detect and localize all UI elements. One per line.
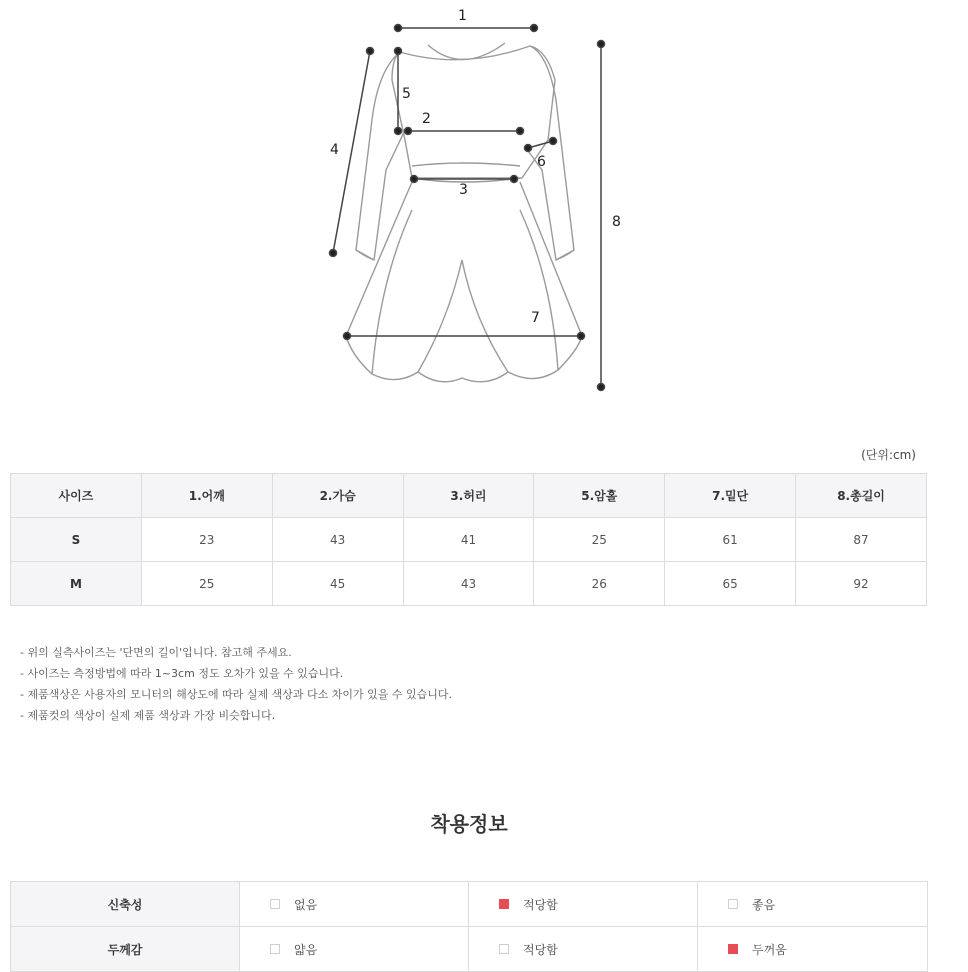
size-table-header-row (11, 474, 927, 518)
label-5: 5 (402, 86, 411, 102)
size-notes (20, 642, 452, 726)
wear-option: 좋음 (698, 882, 928, 927)
header-hem: 7.밑단 (665, 474, 796, 518)
size-cell: M (11, 562, 142, 606)
dress-outline (346, 43, 582, 382)
checkbox-icon (270, 944, 280, 954)
note-item: - 제품컷의 색상이 실제 제품 색상과 가장 비슷합니다. (20, 709, 276, 722)
header-total-length: 8.총길이 (796, 474, 927, 518)
label-1: 1 (458, 8, 467, 24)
size-cell: S (11, 518, 142, 562)
value-cell: 61 (665, 518, 796, 562)
label-8: 8 (612, 214, 621, 230)
label-3: 3 (459, 182, 468, 198)
value-cell: 23 (141, 518, 272, 562)
value-cell: 43 (403, 562, 534, 606)
header-armhole: 5.암홀 (534, 474, 665, 518)
checkbox-icon (270, 899, 280, 909)
value-cell: 65 (665, 562, 796, 606)
value-cell: 25 (534, 518, 665, 562)
header-chest: 2.가슴 (272, 474, 403, 518)
checkbox-icon (728, 944, 738, 954)
size-table (10, 473, 927, 606)
checkbox-icon (728, 899, 738, 909)
wear-info-table (10, 881, 928, 972)
checkbox-icon (499, 944, 509, 954)
table-row (11, 562, 927, 606)
wear-row-label: 신축성 (11, 882, 240, 927)
label-2: 2 (422, 111, 431, 127)
wear-option: 적당함 (469, 882, 698, 927)
label-4: 4 (330, 142, 339, 158)
note-item: - 위의 실측사이즈는 '단면의 길이'입니다. 참고해 주세요. (20, 646, 292, 659)
value-cell: 45 (272, 562, 403, 606)
value-cell: 92 (796, 562, 927, 606)
wear-option: 없음 (240, 882, 469, 927)
header-size: 사이즈 (11, 474, 142, 518)
header-waist: 3.허리 (403, 474, 534, 518)
wear-info-title: 착용정보 (430, 812, 508, 836)
value-cell: 41 (403, 518, 534, 562)
unit-note: (단위:cm) (861, 448, 916, 462)
note-item: - 제품색상은 사용자의 모니터의 해상도에 따라 실제 색상과 다소 차이가 있을 수 있습니다. (20, 688, 452, 701)
wear-option: 얇음 (240, 927, 469, 972)
label-6: 6 (537, 154, 546, 170)
value-cell: 87 (796, 518, 927, 562)
measurement-lines (330, 25, 605, 391)
wear-option: 적당함 (469, 927, 698, 972)
table-row (11, 518, 927, 562)
checkbox-icon (499, 899, 509, 909)
note-item: - 사이즈는 측정방법에 따라 1~3cm 정도 오차가 있을 수 있습니다. (20, 667, 344, 680)
wear-option: 두꺼움 (698, 927, 928, 972)
table-row (11, 927, 928, 972)
label-7: 7 (531, 310, 540, 326)
wear-row-label: 두께감 (11, 927, 240, 972)
dress-measurement-diagram (0, 0, 968, 420)
header-shoulder: 1.어깨 (141, 474, 272, 518)
value-cell: 43 (272, 518, 403, 562)
value-cell: 25 (141, 562, 272, 606)
value-cell: 26 (534, 562, 665, 606)
table-row (11, 882, 928, 927)
